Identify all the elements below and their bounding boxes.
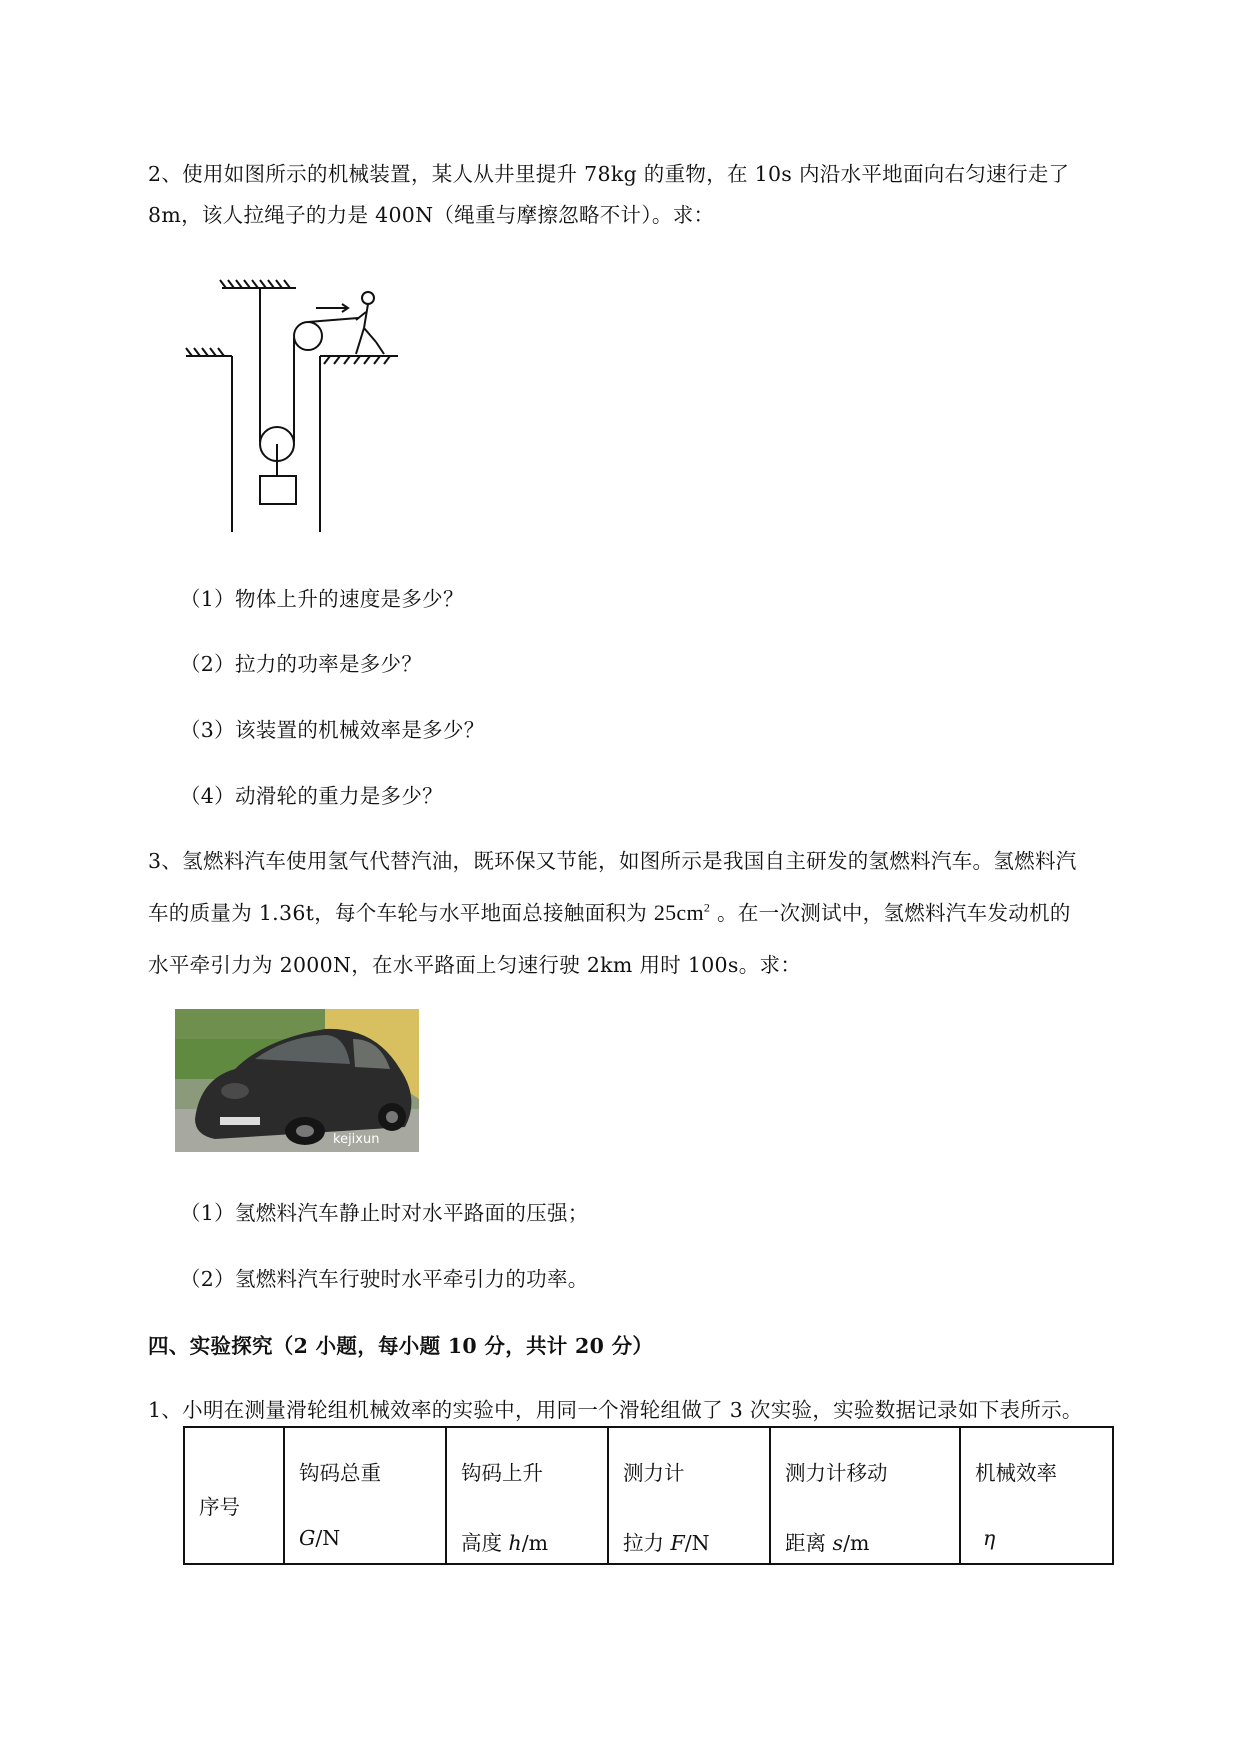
hydrogen-car-photo: [175, 1009, 419, 1152]
q2-subquestion-4: （4）动滑轮的重力是多少？: [180, 784, 443, 808]
q3-text-line3: 水平牵引力为 2000N，在水平路面上匀速行驶 2km 用时 100s。求：: [148, 953, 802, 977]
contact-area-value: $25cm^2$: [653, 900, 711, 925]
table-header-height: 钩码上升 高度 h/m: [446, 1427, 608, 1564]
section-4-heading: 四、实验探究（2 小题，每小题 10 分，共计 20 分）: [148, 1334, 654, 1358]
table-header-distance: 测力计移动 距离 s/m: [770, 1427, 960, 1564]
photo-watermark: kejixun: [333, 1132, 380, 1147]
experiment-data-table: [183, 1426, 1114, 1565]
pulley-well-diagram: [180, 276, 420, 536]
q2-text-line1: 2、使用如图所示的机械装置，某人从井里提升 78kg 的重物，在 10s 内沿水平地面向右匀速行走了: [148, 162, 1070, 186]
table-header-force: 测力计 拉力 F/N: [608, 1427, 770, 1564]
table-header-efficiency: 机械效率 η: [960, 1427, 1113, 1564]
q3-text-line2-end: 。在一次测试中，氢燃料汽车发动机的: [717, 901, 1071, 925]
section4-q1-text: 1、小明在测量滑轮组机械效率的实验中，用同一个滑轮组做了 3 次实验，实验数据记录如下表所示。: [148, 1398, 1083, 1422]
q2-subquestion-2: （2）拉力的功率是多少？: [180, 652, 423, 676]
table-header-row: [184, 1427, 1113, 1564]
q2-subquestion-3: （3）该装置的机械效率是多少？: [180, 718, 485, 742]
q3-text-line2-start: 车的质量为 1.36t，每个车轮与水平地面总接触面积为: [148, 901, 647, 925]
q2-subquestion-1: （1）物体上升的速度是多少？: [180, 587, 464, 611]
q3-text-line1: 3、氢燃料汽车使用氢气代替汽油，既环保又节能，如图所示是我国自主研发的氢燃料汽车。氢燃料汽: [148, 849, 1077, 873]
q3-subquestion-2: （2）氢燃料汽车行驶时水平牵引力的功率。: [180, 1267, 589, 1291]
q3-subquestion-1: （1）氢燃料汽车静止时对水平路面的压强；: [180, 1201, 589, 1225]
q3-text-line2: [148, 896, 1071, 926]
q2-text-line2: 8m，该人拉绳子的力是 400N（绳重与摩擦忽略不计）。求：: [148, 203, 715, 227]
table-header-weight: 钩码总重 G/N: [284, 1427, 446, 1564]
table-header-index: 序号: [184, 1427, 284, 1564]
